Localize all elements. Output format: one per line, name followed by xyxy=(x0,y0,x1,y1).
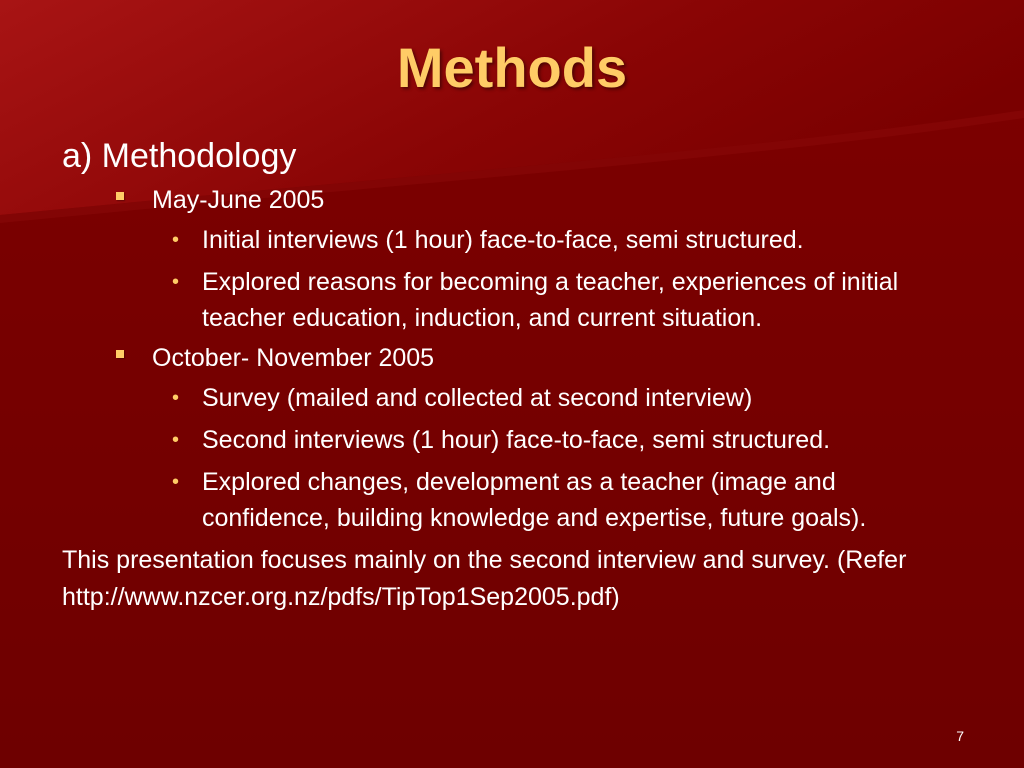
bullet-level2 xyxy=(62,264,982,336)
bullet-text: Initial interviews (1 hour) face-to-face, semi structured. xyxy=(202,226,804,254)
bullet-text: October- November 2005 xyxy=(152,344,435,372)
bullet-level2 xyxy=(62,464,982,536)
bullet-level2 xyxy=(62,222,982,258)
bullet-level1 xyxy=(62,184,982,216)
slide-title: Methods xyxy=(396,36,628,99)
bullet-text: Explored changes, development as a teacher (image and confidence, building knowledge and expertise, future goals). xyxy=(202,468,867,532)
footer-note: This presentation focuses mainly on the second interview and survey. (Refer http://www.nzcer.org.nz/pdfs/TipTop1Sep2005.pdf) xyxy=(62,546,907,611)
bullet-text: Survey (mailed and collected at second interview) xyxy=(202,384,753,412)
page-number: 7 xyxy=(956,728,964,744)
bullet-level2 xyxy=(62,422,982,458)
dot-bullet-icon: • xyxy=(172,229,180,251)
square-bullet-icon xyxy=(116,350,124,358)
square-bullet-icon xyxy=(116,192,124,200)
section-heading: a) Methodology xyxy=(62,137,297,175)
slide-body xyxy=(62,134,982,616)
bullet-text: May-June 2005 xyxy=(152,186,325,214)
dot-bullet-icon: • xyxy=(172,429,180,451)
bullet-level2 xyxy=(62,380,982,416)
bullet-text: Second interviews (1 hour) face-to-face, semi structured. xyxy=(202,426,831,454)
dot-bullet-icon: • xyxy=(172,387,180,409)
dot-bullet-icon: • xyxy=(172,271,180,293)
bullet-text: Explored reasons for becoming a teacher, experiences of initial teacher education, induction, and current situation. xyxy=(202,268,899,332)
dot-bullet-icon: • xyxy=(172,471,180,493)
bullet-level1 xyxy=(62,342,982,374)
